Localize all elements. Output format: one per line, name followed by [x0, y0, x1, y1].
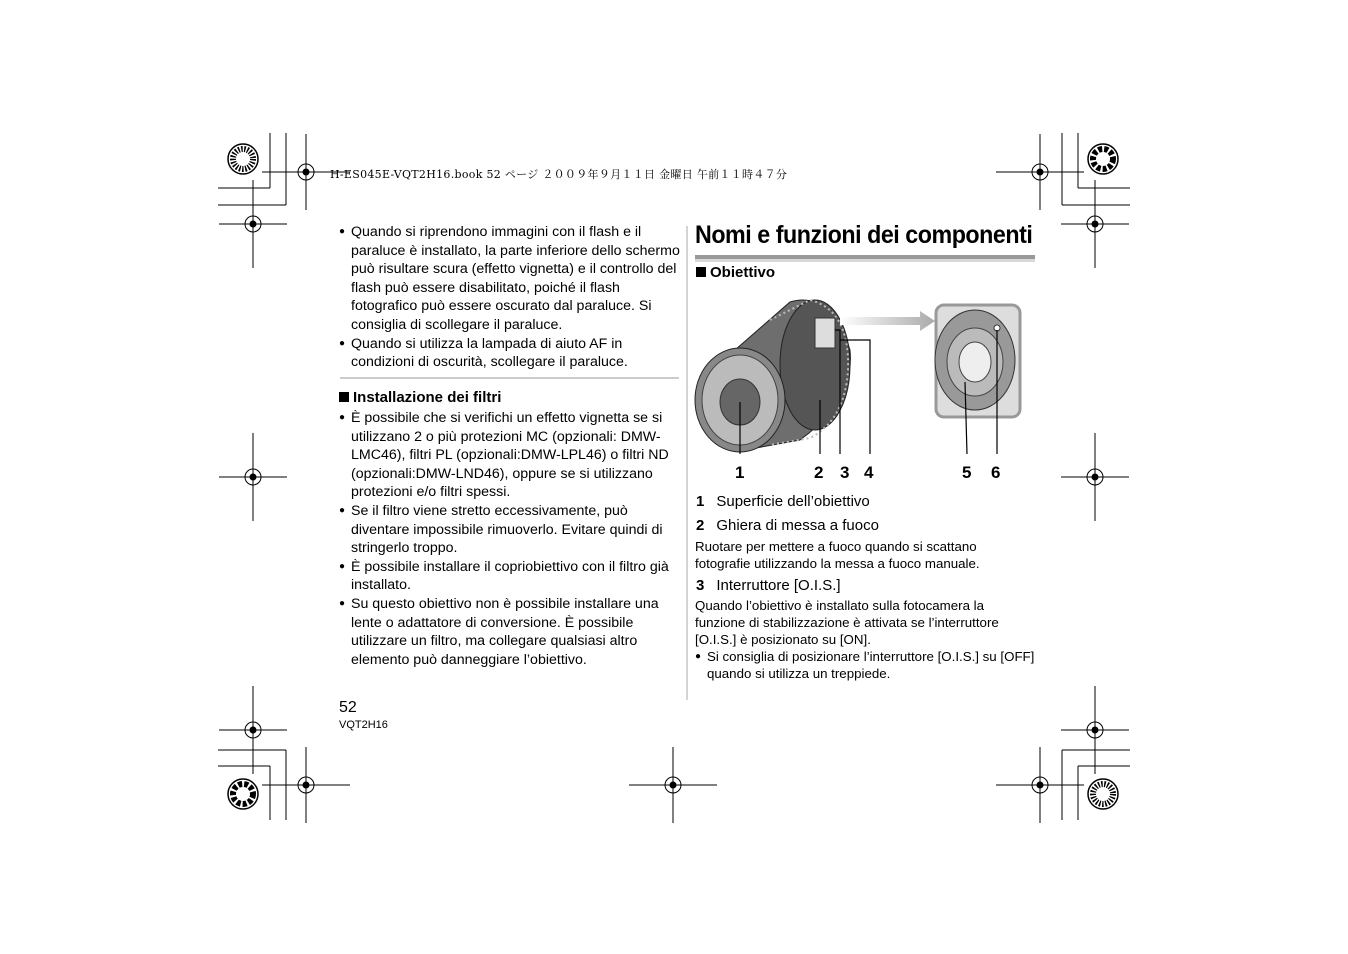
title-rule-light — [695, 259, 1035, 262]
square-icon — [696, 267, 706, 277]
section-heading: Installazione dei filtri — [339, 389, 681, 406]
bullet-icon: ● — [339, 597, 346, 609]
bullet-item: ● È possibile che si verifichi un effetto vignetta se si utilizzano 2 o più protezioni MC (opzionali: DMW-LMC46), filtri PL (opzionali:DMW-LPL46) o filtri ND (opzionali:DMW-LND46), oppure se si utilizzano protezioni e/o filtri spessi. — [339, 410, 669, 501]
lens-illustration — [690, 290, 1030, 460]
part-bullet-3: ● Si consiglia di posizionare l’interruttore [O.I.S.] su [OFF] quando si utilizza un treppiede. — [695, 649, 1035, 682]
bullet-item: ● Quando si utilizza la lampada di aiuto AF in condizioni di oscurità, scollegare il paraluce. — [339, 335, 628, 371]
bullet-icon: ● — [339, 560, 346, 572]
page-number: 52 — [339, 699, 357, 716]
callout-1: 1 — [735, 463, 745, 482]
part-desc-2: Ruotare per mettere a fuoco quando si scattano fotografie utilizzando la messa a fuoco manuale. — [695, 539, 980, 572]
callout-2: 2 — [814, 463, 824, 482]
callout-6: 6 — [991, 463, 1001, 482]
bullet-icon: ● — [339, 504, 346, 516]
filter-bullets — [339, 409, 681, 669]
part-item-2: 2 Ghiera di messa a fuoco — [696, 517, 879, 534]
callout-3: 3 — [840, 463, 850, 482]
print-header: H-ES045E-VQT2H16.book 52 ページ ２００９年９月１１日 金曜日 午前１１時４７分 — [330, 168, 788, 181]
bullet-icon: ● — [339, 337, 346, 349]
bullet-item: ● Quando si riprendono immagini con il flash e il paraluce è installato, la parte inferiore dello schermo può risultare scura (effetto vignetta) e il controllo del flash può essere disabilitato, poiché il flash fotografico può essere oscurato dal paraluce. Si consiglia di scollegare il paraluce. — [339, 224, 680, 333]
subheading: Obiettivo — [696, 264, 775, 281]
callout-5: 5 — [962, 463, 972, 482]
bullet-item: ● È possibile installare il copriobiettivo con il filtro già installato. — [339, 558, 669, 594]
bullet-item: ● Su questo obiettivo non è possibile installare una lente o adattatore di conversione. È possibile utilizzare un filtro, ma collegare qualsiasi altro elemento può danneggiare l’obiettivo. — [339, 595, 659, 668]
part-item-1: 1 Superficie dell’obiettivo — [696, 493, 870, 510]
filter-section — [339, 389, 681, 406]
page-title: Nomi e funzioni dei componenti — [695, 221, 1033, 249]
part-item-3: 3 Interruttore [O.I.S.] — [696, 577, 841, 594]
document-code: VQT2H16 — [339, 719, 388, 731]
left-column — [339, 223, 681, 372]
bullet-icon: ● — [339, 226, 346, 237]
bullet-item: ● Se il filtro viene stretto eccessivamente, può diventare impossibile rimuoverlo. Evitare quindi di stringerlo troppo. — [339, 502, 663, 557]
bullet-icon: ● — [695, 651, 702, 662]
bullet-icon: ● — [339, 412, 346, 423]
square-icon — [339, 392, 349, 402]
part-desc-3: Quando l’obiettivo è installato sulla fotocamera la funzione di stabilizzazione è attivata se l’interruttore [O.I.S.] è posizionato su [ON]. — [695, 598, 999, 648]
callout-4: 4 — [864, 463, 874, 482]
